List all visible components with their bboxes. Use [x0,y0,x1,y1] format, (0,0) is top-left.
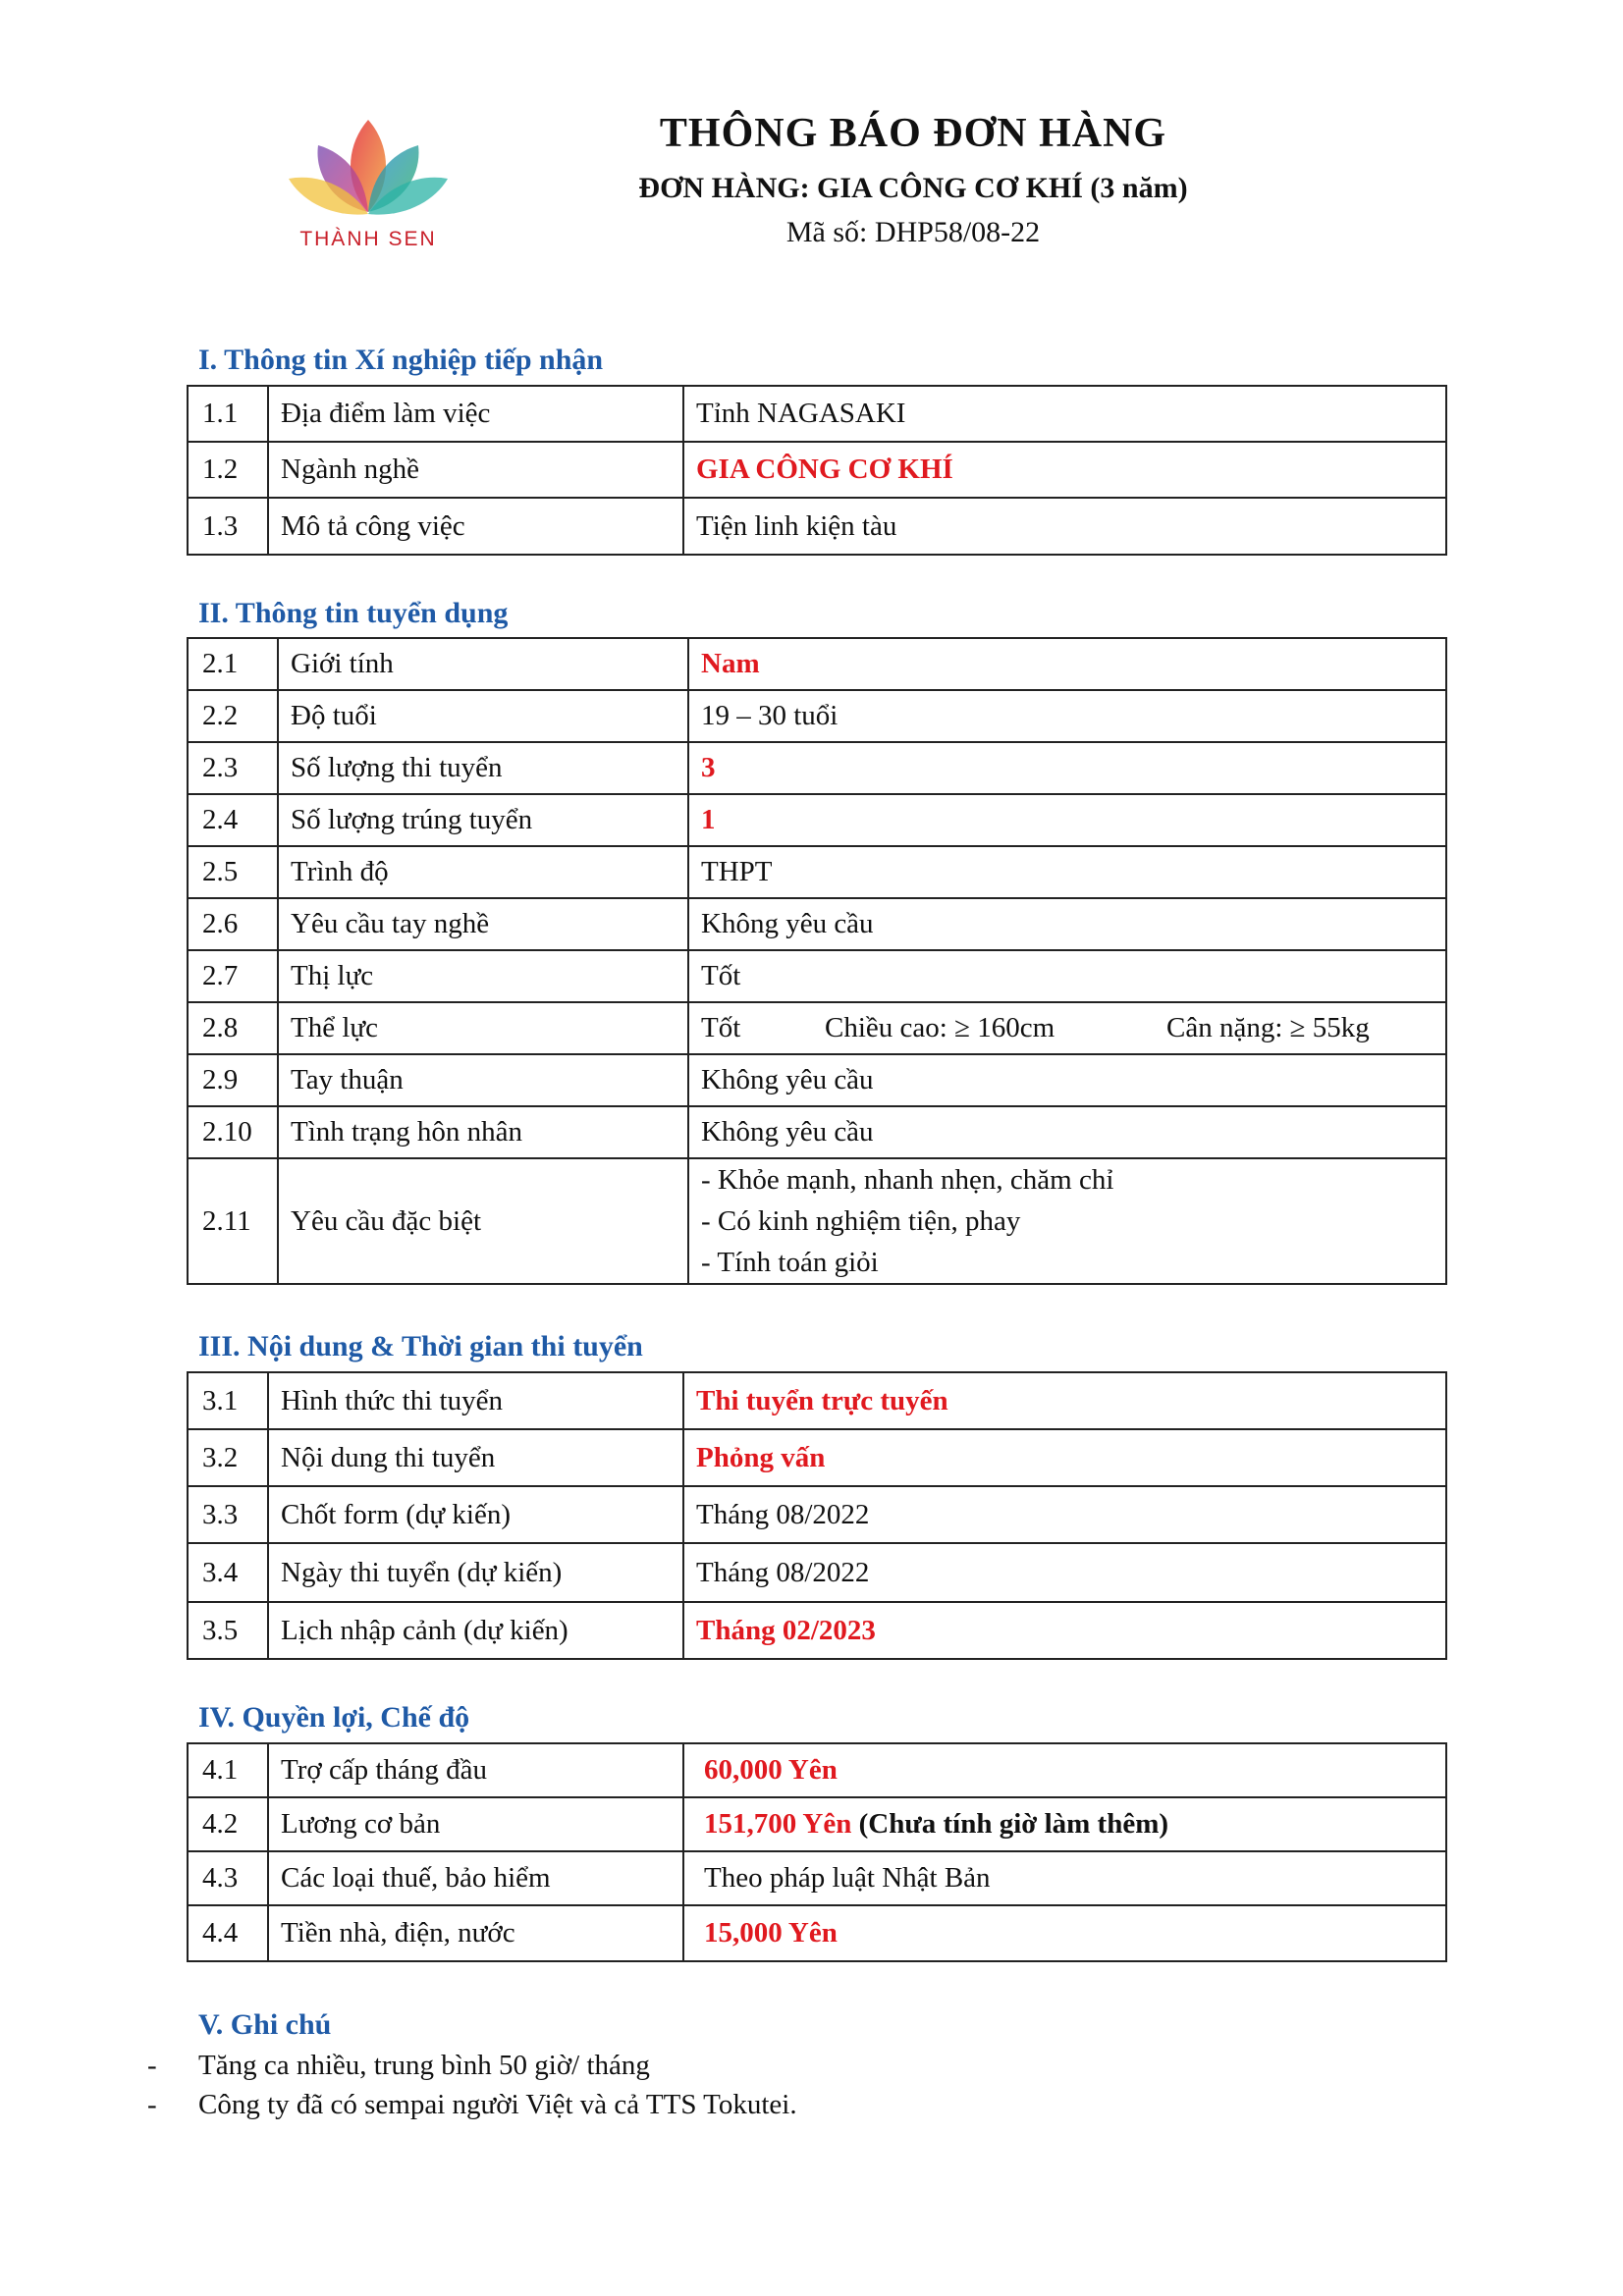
table-row [188,1797,1446,1851]
company-logo [275,116,461,253]
table-row [188,1158,1446,1284]
salary-amount: 151,700 Yên [704,1808,852,1840]
row-value: Tiện linh kiện tàu [683,498,1446,555]
document-subtitle: ĐƠN HÀNG: GIA CÔNG CƠ KHÍ (3 năm) [638,172,1188,204]
table-row [188,638,1446,690]
physical-value: Tốt [701,1012,741,1043]
row-value: Không yêu cầu [688,898,1446,950]
row-number: 4.2 [188,1797,268,1851]
row-value: Nam [688,638,1446,690]
row-number: 3.1 [188,1372,268,1429]
special-requirement-line: - Tính toán giỏi [701,1247,879,1278]
row-value: Không yêu cầu [688,1106,1446,1158]
section-title-3: III. Nội dung & Thời gian thi tuyển [198,1330,643,1362]
document-title: THÔNG BÁO ĐƠN HÀNG [659,111,1167,156]
row-label: Chốt form (dự kiến) [268,1486,683,1543]
row-label: Ngành nghề [268,442,683,498]
row-number: 3.5 [188,1602,268,1659]
row-number: 4.1 [188,1743,268,1797]
section-title-1: I. Thông tin Xí nghiệp tiếp nhận [198,344,604,376]
row-label: Tình trạng hôn nhân [278,1106,688,1158]
row-label: Trợ cấp tháng đầu [268,1743,683,1797]
row-label: Tay thuận [278,1054,688,1106]
row-value: THPT [688,846,1446,898]
table-row [188,1486,1446,1543]
row-number: 2.1 [188,638,278,690]
table-row [188,1002,1446,1054]
row-label: Hình thức thi tuyển [268,1372,683,1429]
note-text: Tăng ca nhiều, trung bình 50 giờ/ tháng [198,2050,650,2081]
row-value: 19 – 30 tuổi [688,690,1446,742]
row-number: 2.11 [188,1158,278,1284]
table-row [188,742,1446,794]
row-label: Thị lực [278,950,688,1002]
bullet-dash: - [147,2050,157,2081]
row-number: 3.3 [188,1486,268,1543]
row-number: 1.1 [188,386,268,442]
note-text: Công ty đã có sempai người Việt và cả TTS Tokutei. [198,2089,797,2120]
table-row [188,1054,1446,1106]
table-row [188,1602,1446,1659]
row-number: 2.5 [188,846,278,898]
table-row [188,1543,1446,1602]
document-code: Mã số: DHP58/08-22 [785,216,1041,248]
row-value: Phỏng vấn [683,1429,1446,1486]
row-label: Mô tả công việc [268,498,683,555]
row-value: Thi tuyển trực tuyến [683,1372,1446,1429]
table-row [188,1905,1446,1961]
table-row [188,1106,1446,1158]
row-number: 2.4 [188,794,278,846]
table-row [188,498,1446,555]
row-label: Số lượng thi tuyển [278,742,688,794]
salary-note: (Chưa tính giờ làm thêm) [851,1808,1169,1840]
row-value: Tháng 02/2023 [683,1602,1446,1659]
section-title-5: V. Ghi chú [198,2008,332,2041]
height-requirement: Chiều cao: ≥ 160cm [825,1012,1055,1043]
row-value: 15,000 Yên [683,1905,1446,1961]
bullet-dash: - [147,2089,157,2120]
row-value: Theo pháp luật Nhật Bản [683,1851,1446,1905]
table-row [188,898,1446,950]
lotus-icon [285,116,452,224]
row-value: 1 [688,794,1446,846]
row-label: Yêu cầu tay nghề [278,898,688,950]
row-label: Các loại thuế, bảo hiểm [268,1851,683,1905]
row-label: Thể lực [278,1002,688,1054]
special-requirement-line: - Khỏe mạnh, nhanh nhẹn, chăm chỉ [701,1164,1114,1196]
table-row [188,794,1446,846]
row-number: 2.9 [188,1054,278,1106]
row-label: Trình độ [278,846,688,898]
row-value: Tháng 08/2022 [683,1486,1446,1543]
row-number: 2.2 [188,690,278,742]
section-3-table [187,1371,1447,1660]
row-label: Độ tuổi [278,690,688,742]
row-label: Nội dung thi tuyển [268,1429,683,1486]
row-value: Tỉnh NAGASAKI [683,386,1446,442]
row-label: Tiền nhà, điện, nước [268,1905,683,1961]
logo-text: THÀNH SEN [299,228,437,250]
row-value: 60,000 Yên [683,1743,1446,1797]
table-row [188,690,1446,742]
row-number: 2.8 [188,1002,278,1054]
row-label: Địa điểm làm việc [268,386,683,442]
row-number: 2.6 [188,898,278,950]
row-label: Lương cơ bản [268,1797,683,1851]
row-label: Yêu cầu đặc biệt [278,1158,688,1284]
table-row [188,846,1446,898]
row-number: 1.2 [188,442,268,498]
table-row [188,442,1446,498]
row-number: 4.4 [188,1905,268,1961]
section-4-table [187,1742,1447,1962]
row-number: 4.3 [188,1851,268,1905]
table-row [188,950,1446,1002]
row-value [683,1797,1446,1851]
row-number: 3.2 [188,1429,268,1486]
row-label: Số lượng trúng tuyển [278,794,688,846]
row-number: 1.3 [188,498,268,555]
weight-requirement: Cân nặng: ≥ 55kg [1166,1012,1370,1043]
row-label: Ngày thi tuyển (dự kiến) [268,1543,683,1602]
table-row [188,1851,1446,1905]
section-1-table [187,385,1447,556]
table-row [188,1743,1446,1797]
row-number: 2.10 [188,1106,278,1158]
row-label: Lịch nhập cảnh (dự kiến) [268,1602,683,1659]
row-number: 2.7 [188,950,278,1002]
row-value [688,1158,1446,1284]
row-label: Giới tính [278,638,688,690]
table-row [188,386,1446,442]
row-value: 3 [688,742,1446,794]
row-number: 3.4 [188,1543,268,1602]
section-2-table [187,637,1447,1285]
row-value: Tốt [688,950,1446,1002]
table-row [188,1429,1446,1486]
row-value: Tháng 08/2022 [683,1543,1446,1602]
table-row [188,1372,1446,1429]
section-title-2: II. Thông tin tuyển dụng [198,597,509,629]
row-number: 2.3 [188,742,278,794]
row-value [688,1002,1446,1054]
special-requirement-line: - Có kinh nghiệm tiện, phay [701,1205,1021,1237]
row-value: GIA CÔNG CƠ KHÍ [683,442,1446,498]
section-title-4: IV. Quyền lợi, Chế độ [198,1701,470,1734]
row-value: Không yêu cầu [688,1054,1446,1106]
